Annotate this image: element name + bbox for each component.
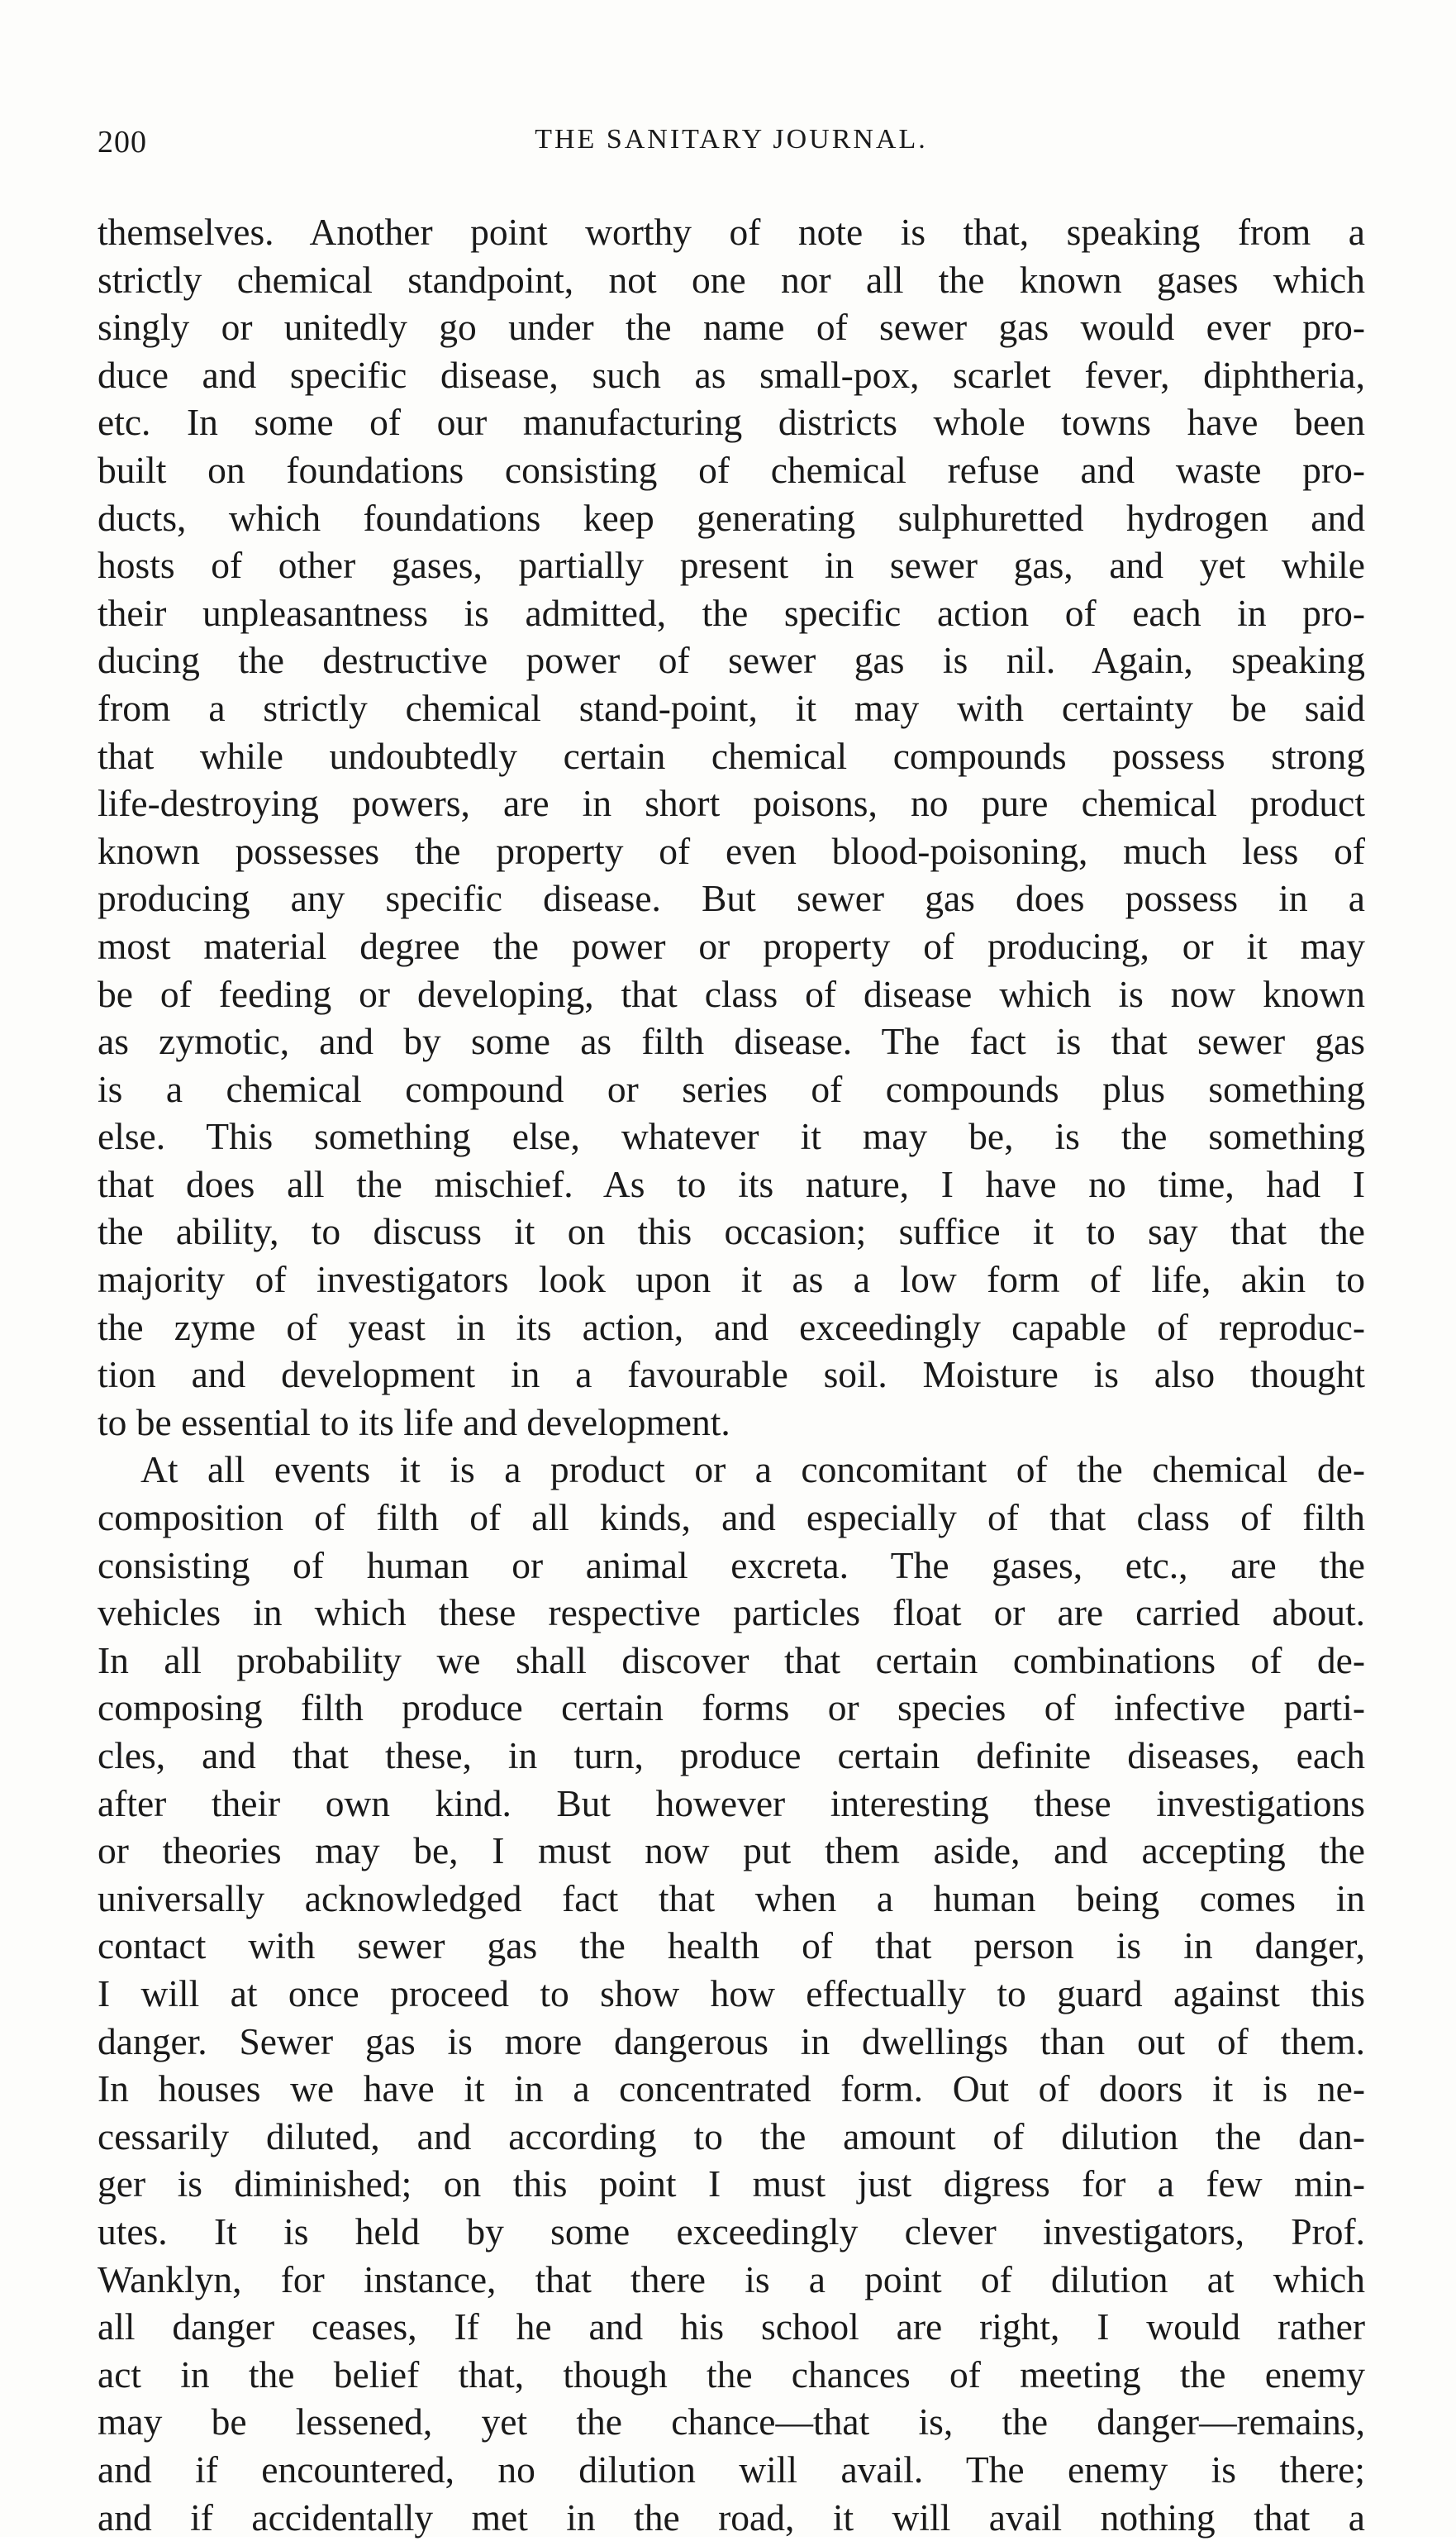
text-line: from a strictly chemical stand-point, it may with certainty be said [98,684,1365,732]
text-line: ducing the destructive power of sewer gas is nil. Again, speaking [98,636,1365,684]
text-line: themselves. Another point worthy of note is that, speaking from a [98,208,1365,256]
journal-title: THE SANITARY JOURNAL. [98,124,1365,155]
text-line: duce and specific disease, such as small-pox, scarlet fever, diphtheria, [98,351,1365,399]
text-line: life-destroying powers, are in short poisons, no pure chemical product [98,779,1365,827]
text-line: else. This something else, whatever it may be, is the something [98,1113,1365,1161]
text-line: or theories may be, I must now put them aside, and accepting the [98,1827,1365,1875]
text-line: I will at once proceed to show how effectually to guard against this [98,1970,1365,2018]
text-line: that does all the mischief. As to its nature, I have no time, had I [98,1161,1365,1209]
text-line: utes. It is held by some exceedingly clever investigators, Prof. [98,2208,1365,2256]
text-line: that while undoubtedly certain chemical compounds possess strong [98,732,1365,780]
text-line: In houses we have it in a concentrated form. Out of doors it is ne- [98,2065,1365,2113]
text-line: act in the belief that, though the chances of meeting the enemy [98,2351,1365,2399]
running-head [98,124,1365,174]
text-line: universally acknowledged fact that when a human being comes in [98,1875,1365,1923]
text-line: may be lessened, yet the chance—that is, the danger—remains, [98,2398,1365,2446]
text-line: majority of investigators look upon it as a low form of life, akin to [98,1256,1365,1304]
text-line: cessarily diluted, and according to the amount of dilution the dan- [98,2113,1365,2161]
text-line: built on foundations consisting of chemical refuse and waste pro- [98,446,1365,494]
paragraph-end-line: to be essential to its life and development. [98,1399,1365,1447]
text-line: the ability, to discuss it on this occasion; suffice it to say that the [98,1208,1365,1256]
text-line: all danger ceases, If he and his school are right, I would rather [98,2303,1365,2351]
text-line: composing filth produce certain forms or species of infective parti- [98,1684,1365,1732]
text-line: cles, and that these, in turn, produce certain definite diseases, each [98,1732,1365,1780]
text-line: ger is diminished; on this point I must just digress for a few min- [98,2160,1365,2208]
text-line: after their own kind. But however interesting these investigations [98,1780,1365,1828]
text-line: strictly chemical standpoint, not one nor all the known gases which [98,256,1365,304]
paragraph-start-line: At all events it is a product or a concomitant of the chemical de- [98,1446,1365,1494]
text-line: and if accidentally met in the road, it will avail nothing that a [98,2494,1365,2541]
text-line: most material degree the power or property of producing, or it may [98,922,1365,970]
text-line: and if encountered, no dilution will avail. The enemy is there; [98,2446,1365,2494]
text-line: producing any specific disease. But sewer gas does possess in a [98,875,1365,922]
text-line: tion and development in a favourable soil. Moisture is also thought [98,1351,1365,1399]
text-line: danger. Sewer gas is more dangerous in dwellings than out of them. [98,2018,1365,2066]
text-line: ducts, which foundations keep generating sulphuretted hydrogen and [98,494,1365,542]
text-line: vehicles in which these respective particles float or are carried about. [98,1589,1365,1637]
text-line: Wanklyn, for instance, that there is a point of dilution at which [98,2256,1365,2304]
text-line: hosts of other gases, partially present in sewer gas, and yet while [98,541,1365,589]
text-line: be of feeding or developing, that class of disease which is now known [98,970,1365,1018]
text-line: the zyme of yeast in its action, and exceedingly capable of reproduc- [98,1304,1365,1352]
text-line: singly or unitedly go under the name of sewer gas would ever pro- [98,303,1365,351]
text-line: contact with sewer gas the health of that person is in danger, [98,1922,1365,1970]
text-line: In all probability we shall discover that certain combinations of de- [98,1637,1365,1685]
text-line: as zymotic, and by some as filth disease. The fact is that sewer gas [98,1018,1365,1066]
text-line: composition of filth of all kinds, and especially of that class of filth [98,1494,1365,1542]
page-number: 200 [98,124,147,160]
text-line: consisting of human or animal excreta. The gases, etc., are the [98,1542,1365,1590]
text-line: etc. In some of our manufacturing districts whole towns have been [98,398,1365,446]
text-line: their unpleasantness is admitted, the specific action of each in pro- [98,589,1365,637]
text-line: known possesses the property of even blood-poisoning, much less of [98,827,1365,875]
body-text [98,208,1365,2541]
text-line: is a chemical compound or series of compounds plus something [98,1066,1365,1113]
